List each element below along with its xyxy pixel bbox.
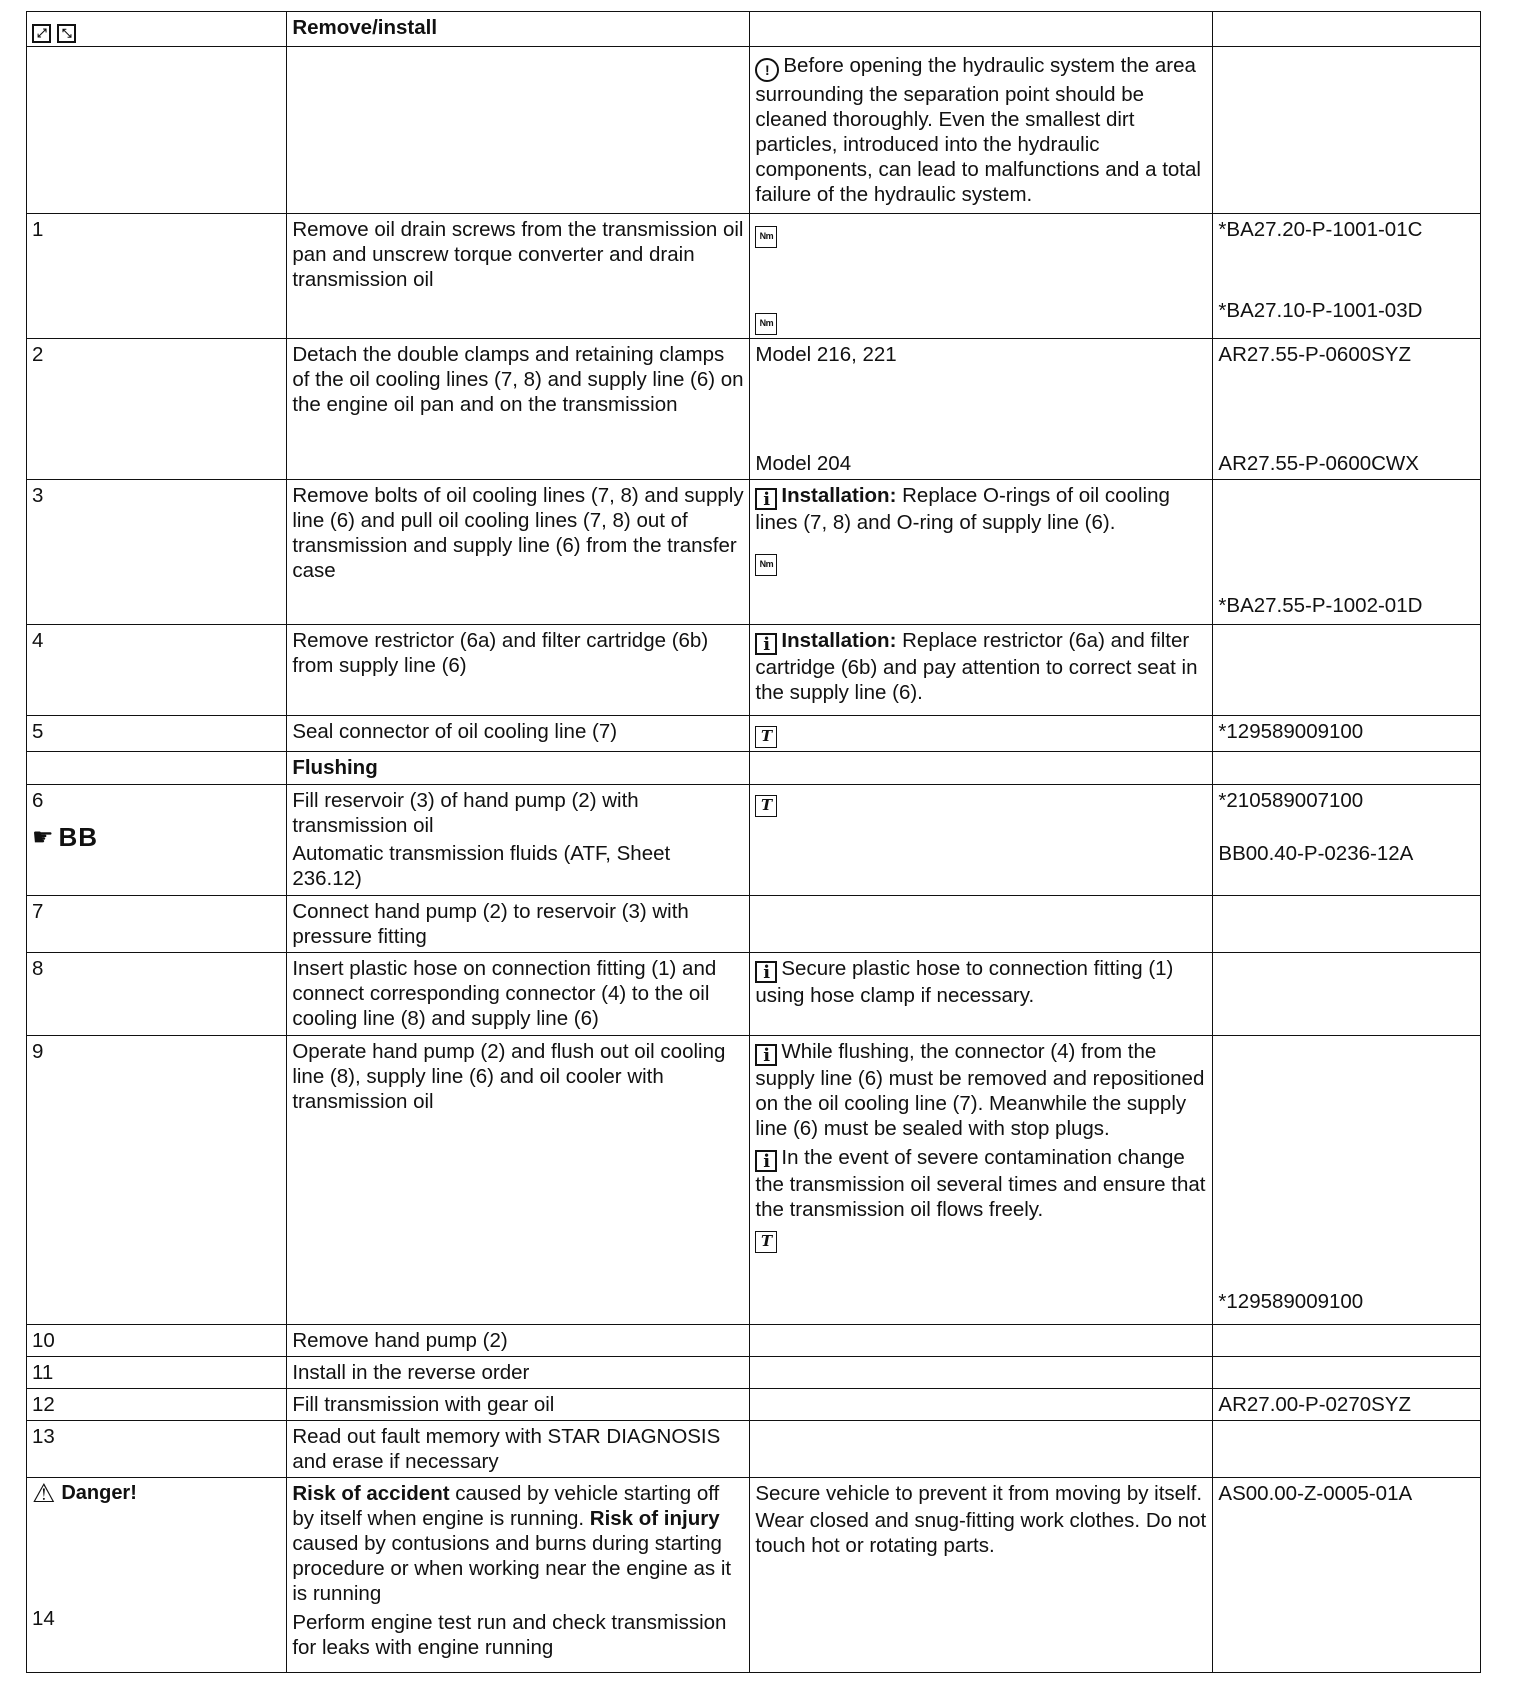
step-refs	[1213, 716, 1481, 752]
bb-reference[interactable]	[32, 822, 99, 852]
info-icon: i	[755, 961, 777, 983]
ref-link[interactable]: *BA27.10-P-1001-03D	[1218, 299, 1423, 322]
ref-link[interactable]: AR27.00-P-0270SYZ	[1218, 1393, 1411, 1416]
step-text: Remove hand pump (2)	[287, 1325, 750, 1357]
torque-nm-icon[interactable]: Nm	[755, 313, 777, 335]
model-label: Model 216, 221	[755, 343, 897, 366]
ref-link[interactable]: AR27.55-P-0600SYZ	[1218, 343, 1411, 366]
ref-link[interactable]: *210589007100	[1218, 789, 1364, 812]
step-number: 13	[27, 1421, 287, 1478]
ref-link[interactable]: *BA27.20-P-1001-01C	[1218, 218, 1423, 241]
bb-label: BB	[58, 822, 99, 852]
step-refs	[1213, 1036, 1481, 1325]
collapse-icon[interactable]: ⤡	[57, 24, 76, 43]
risk-text: caused by contusions and burns during starting procedure or when working near the engine as it is running	[292, 1532, 732, 1605]
table-row	[27, 1325, 1481, 1357]
step-text	[287, 785, 750, 896]
ref-link[interactable]: AR27.55-P-0600CWX	[1218, 452, 1419, 475]
section-title	[287, 12, 750, 47]
step-text: Remove bolts of oil cooling lines (7, 8) and supply line (6) and pull oil cooling lines (7, 8) out of transmission and supply line (6) from the transfer case	[287, 480, 750, 625]
note-text: While flushing, the connector (4) from the supply line (6) must be removed and repositioned on the oil cooling line (7). Meanwhile the supply line (6) must be sealed with stop plugs.	[755, 1040, 1205, 1140]
ref-link[interactable]: *129589009100	[1218, 720, 1364, 743]
installation-label: Installation:	[781, 629, 897, 652]
step-number: 5	[27, 716, 287, 752]
subheading-text: Flushing	[292, 756, 378, 779]
torque-nm-icon[interactable]: Nm	[755, 226, 777, 248]
step-number: 11	[27, 1357, 287, 1389]
step-number: 4	[27, 625, 287, 716]
note-text: Replace O-rings of oil cooling lines (7, 8) and O-ring of supply line (6).	[755, 484, 1170, 534]
subheading	[287, 752, 750, 785]
safety-measure: Wear closed and snug-fitting work clothes. Do not touch hot or rotating parts.	[755, 1509, 1207, 1557]
special-tool-icon[interactable]: T	[755, 726, 777, 748]
step-refs	[1213, 1389, 1481, 1421]
intro-note-text: Before opening the hydraulic system the area surrounding the separation point should be cleaned thoroughly. Even the smallest dirt particles, introduced into the hydraulic components, can lead to malfunctions and a total failure of the hydraulic system.	[755, 54, 1201, 206]
step-notes	[750, 339, 1213, 480]
step-notes	[750, 1478, 1213, 1673]
installation-label: Installation:	[781, 484, 897, 507]
step-number	[27, 785, 287, 896]
step-notes	[750, 953, 1213, 1036]
table-row	[27, 1036, 1481, 1325]
table-row	[27, 339, 1481, 480]
info-icon: i	[755, 1044, 777, 1066]
safety-measure: Secure vehicle to prevent it from moving by itself.	[755, 1482, 1203, 1505]
step-text-part: transmission with gear oil	[324, 1393, 555, 1416]
table-row	[27, 214, 1481, 339]
info-icon: i	[755, 488, 777, 510]
step-text: Detach the double clamps and retaining clamps of the oil cooling lines (7, 8) and supply line (6) on the engine oil pan and on the transmission	[287, 339, 750, 480]
special-tool-icon[interactable]: T	[755, 1231, 777, 1253]
risk-label: Risk of injury	[589, 1507, 720, 1530]
step-text: Operate hand pump (2) and flush out oil cooling line (8), supply line (6) and oil cooler with transmission oil	[287, 1036, 750, 1325]
header-row	[27, 12, 1481, 47]
step-refs	[1213, 1478, 1481, 1673]
step-notes	[750, 625, 1213, 716]
step-notes	[750, 716, 1213, 752]
intro-note	[750, 47, 1213, 214]
ref-link[interactable]: AS00.00-Z-0005-01A	[1218, 1482, 1413, 1505]
table-row	[27, 1357, 1481, 1389]
step-text-part: Fill	[292, 1393, 325, 1416]
risk-circle-icon: !	[755, 58, 779, 82]
ref-link[interactable]: *BA27.55-P-1002-01D	[1218, 594, 1423, 617]
step-text: Insert plastic hose on connection fitting (1) and connect corresponding connector (4) to the oil cooling line (8) and supply line (6)	[287, 953, 750, 1036]
header-empty-cell	[750, 12, 1213, 47]
note-text: Replace restrictor (6a) and filter cartridge (6b) and pay attention to correct seat in the supply line (6).	[755, 629, 1198, 704]
table-row	[27, 1478, 1481, 1673]
expand-icon[interactable]: ⤢	[32, 24, 51, 43]
step-text-line: Fill reservoir (3) of hand pump (2) with transmission oil	[292, 789, 639, 837]
info-icon: i	[755, 1150, 777, 1172]
risk-label: Risk of accident	[292, 1482, 450, 1505]
procedure-table	[26, 11, 1481, 1673]
step-refs	[1213, 339, 1481, 480]
step-text: Install in the reverse order	[287, 1357, 750, 1389]
step-number: 7	[27, 896, 287, 953]
step-notes	[750, 1036, 1213, 1325]
fluid-spec: Automatic transmission fluids (ATF, Sheet 236.12)	[292, 842, 671, 890]
step-text-line: Perform engine test run and check transmission for leaks with engine running	[292, 1611, 727, 1659]
step-refs	[1213, 480, 1481, 625]
risk-text: caused by vehicle starting off by itself when engine is running.	[292, 1482, 720, 1530]
step-text: Remove restrictor (6a) and filter cartridge (6b) from supply line (6)	[287, 625, 750, 716]
table-row	[27, 1389, 1481, 1421]
step-text	[287, 1389, 750, 1421]
model-label: Model 204	[755, 452, 852, 475]
step-number: 1	[27, 214, 287, 339]
step-notes	[750, 480, 1213, 625]
step-refs	[1213, 214, 1481, 339]
ref-link[interactable]: BB00.40-P-0236-12A	[1218, 842, 1414, 865]
ref-link[interactable]: *129589009100	[1218, 1290, 1364, 1313]
step-number-text: 14	[32, 1607, 55, 1630]
step-notes	[750, 785, 1213, 896]
table-row	[27, 896, 1481, 953]
torque-nm-icon[interactable]: Nm	[755, 554, 777, 576]
step-refs	[1213, 785, 1481, 896]
note-text: In the event of severe contamination change the transmission oil several times and ensure that the transmission oil flows freely.	[755, 1146, 1206, 1221]
table-row	[27, 1421, 1481, 1478]
step-number: 3	[27, 480, 287, 625]
table-row	[27, 480, 1481, 625]
step-notes	[750, 214, 1213, 339]
special-tool-icon[interactable]: T	[755, 795, 777, 817]
step-number: 10	[27, 1325, 287, 1357]
pointing-hand-icon: ☛	[32, 824, 55, 851]
header-empty-cell	[1213, 12, 1481, 47]
subheading-row	[27, 752, 1481, 785]
step-number	[27, 1478, 287, 1673]
warning-triangle-icon: ⚠	[32, 1478, 56, 1508]
intro-row	[27, 47, 1481, 214]
info-icon: i	[755, 633, 777, 655]
step-number: 9	[27, 1036, 287, 1325]
step-number: 2	[27, 339, 287, 480]
danger-warning	[32, 1478, 137, 1508]
table-row	[27, 625, 1481, 716]
note-text: Secure plastic hose to connection fitting (1) using hose clamp if necessary.	[755, 957, 1174, 1007]
danger-label: Danger!	[61, 1482, 137, 1504]
step-text: Remove oil drain screws from the transmission oil pan and unscrew torque converter and drain transmission oil	[287, 214, 750, 339]
step-text: Seal connector of oil cooling line (7)	[287, 716, 750, 752]
table-row	[27, 716, 1481, 752]
step-text	[287, 1478, 750, 1673]
step-number: 12	[27, 1389, 287, 1421]
section-title-text: Remove/install	[292, 16, 438, 39]
table-row	[27, 785, 1481, 896]
step-number: 8	[27, 953, 287, 1036]
header-icons-cell	[27, 12, 287, 47]
step-text: Read out fault memory with STAR DIAGNOSIS and erase if necessary	[287, 1421, 750, 1478]
table-row	[27, 953, 1481, 1036]
step-text: Connect hand pump (2) to reservoir (3) with pressure fitting	[287, 896, 750, 953]
step-number-text: 6	[32, 789, 44, 812]
